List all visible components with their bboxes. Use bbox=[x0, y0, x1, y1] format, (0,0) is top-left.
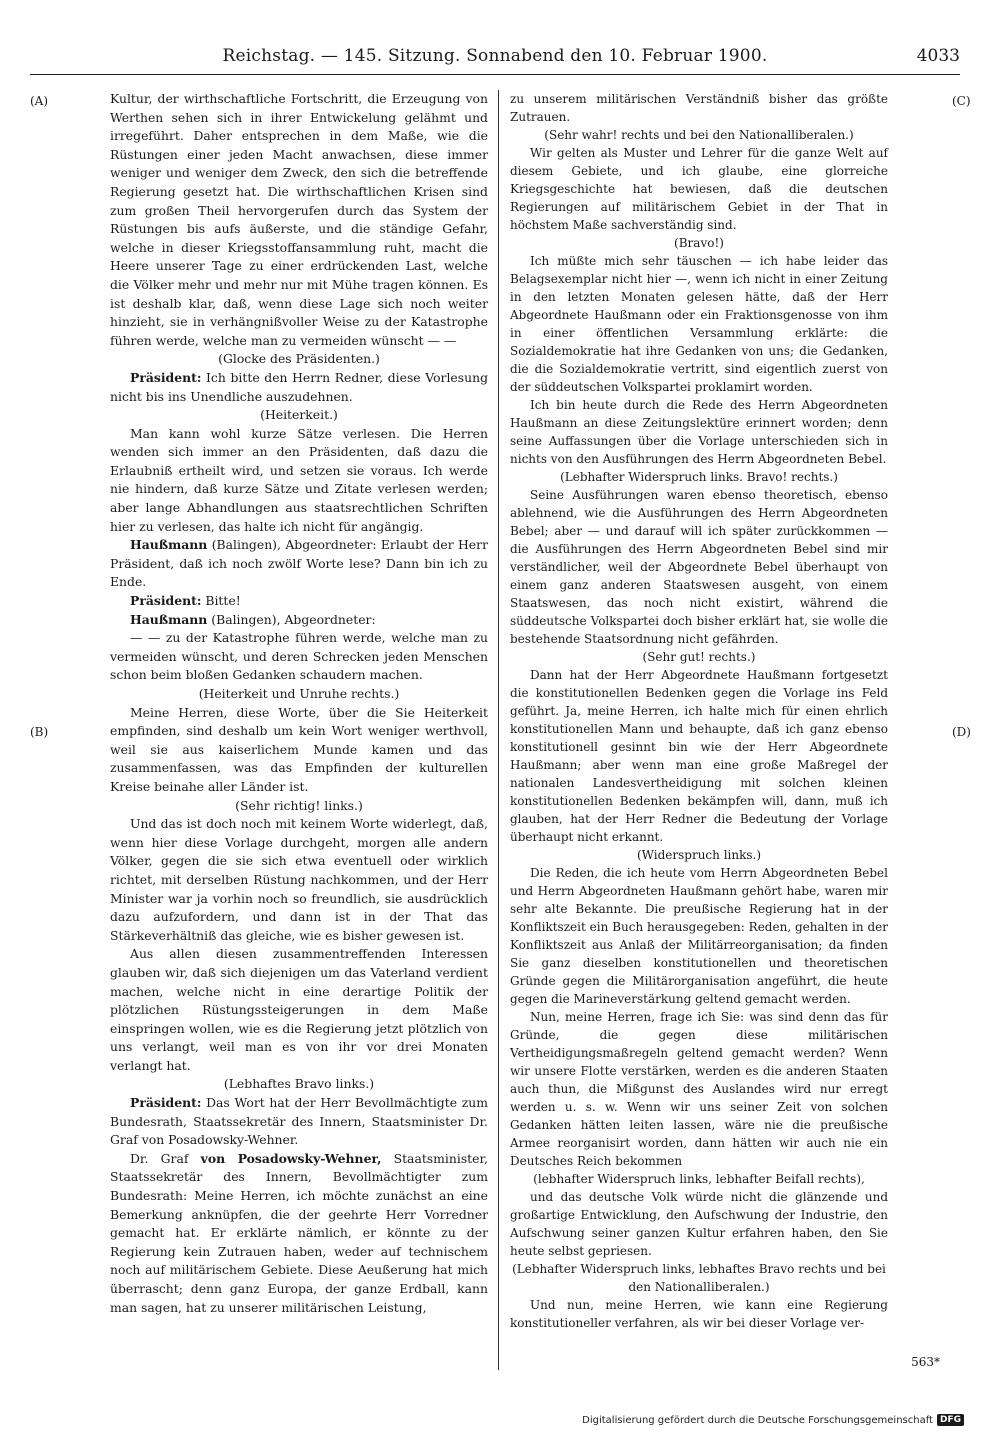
speaker-name: Präsident: bbox=[130, 593, 202, 609]
paragraph-text: (Lebhafter Widerspruch links. Bravo! rechts.) bbox=[560, 470, 838, 484]
paragraph bbox=[110, 536, 488, 592]
paragraph bbox=[510, 1296, 888, 1332]
paragraph-text: Bitte! bbox=[201, 593, 241, 609]
paragraph bbox=[110, 1150, 488, 1317]
paragraph-text: (Lebhaftes Bravo links.) bbox=[223, 1076, 375, 1092]
paragraph-text: (Heiterkeit.) bbox=[260, 407, 338, 423]
paragraph-text: Die Reden, die ich heute vom Herrn Abgeordneten Bebel und Herrn Abgeordneten Haußmann gehört habe, waren mir sehr alte Bekannte. Die preußische Regierung hat in der Konfliktszeit ein Buch herausgegeben: Reden, gehalten in der Konfliktszeit aus Anlaß der Militärreorganisation; da finden Sie ganz dieselben konstitutionellen und theoretischen Gründe gegen die Militärorganisation angeführt, die heute gegen die Marineverstärkung geltend gemacht werden. bbox=[510, 866, 888, 1006]
right-column bbox=[510, 90, 888, 1332]
dfg-logo: DFG bbox=[937, 1414, 964, 1426]
paragraph bbox=[110, 815, 488, 945]
margin-marker-a: (A) bbox=[30, 94, 49, 108]
paragraph bbox=[510, 1170, 888, 1188]
paragraph bbox=[110, 611, 488, 630]
speaker-name: Haußmann bbox=[130, 611, 208, 627]
paragraph-text: Aus allen diesen zusammentreffenden Interessen glauben wir, daß sich diejenigen um das Vaterland verdient machen, welche nicht in eine derartige Politik der plötzlichen Rüstungssteigerungen in dem Maße einspringen wollen, wie es die Regierung jetzt plötzlich von uns verlangt, weil man es von ihr vor drei Monaten verlangt hat. bbox=[110, 946, 488, 1073]
speaker-name: Präsident: bbox=[130, 369, 202, 385]
paragraph-text: (lebhafter Widerspruch links, lebhafter Beifall rechts), bbox=[533, 1172, 865, 1186]
paragraph bbox=[110, 1075, 488, 1094]
margin-marker-c: (C) bbox=[952, 94, 971, 108]
paragraph bbox=[110, 406, 488, 425]
paragraph-text: (Bravo!) bbox=[674, 236, 724, 250]
signature-mark: 563* bbox=[911, 1355, 940, 1369]
paragraph-text: Nun, meine Herren, frage ich Sie: was sind denn das für Gründe, die gegen diese militärischen Vertheidigungsmaßregeln geltend gemacht werden? Wenn wir unsere Flotte verstärken, werden es die anderen Staaten auch thun, die Mißgunst des Auslandes wird nur erregt werden u. s. w. Wenn wir uns seiner Zeit von solchen Gedanken hätten leiten lassen, wäre nie die preußische Armee reorganisirt worden, dann hätten wir auch nie ein Deutsches Reich bekommen bbox=[510, 1010, 888, 1168]
credit-text: Digitalisierung gefördert durch die Deutsche Forschungsgemeinschaft bbox=[582, 1414, 933, 1426]
paragraph-text: Meine Herren, diese Worte, über die Sie Heiterkeit empfinden, sind deshalb um kein Wort weniger werthvoll, weil sie aus kaiserlichem Munde kamen und das zusammenfassen, was das Empfinden der kulturellen Kreise beinahe aller Länder ist. bbox=[110, 704, 488, 794]
paragraph bbox=[510, 1260, 888, 1296]
paragraph bbox=[510, 396, 888, 468]
paragraph bbox=[110, 704, 488, 797]
paragraph bbox=[110, 425, 488, 537]
paragraph-text: (Balingen), Abgeordneter: Erlaubt der Herr Präsident, daß ich noch zwölf Worte lese? Dann bin ich zu Ende. bbox=[110, 537, 488, 590]
paragraph-text: (Balingen), Abgeordneter: bbox=[207, 611, 376, 627]
paragraph bbox=[110, 369, 488, 406]
paragraph bbox=[110, 945, 488, 1075]
paragraph bbox=[510, 468, 888, 486]
paragraph bbox=[510, 252, 888, 396]
paragraph-text: Ich bitte den Herrn Redner, diese Vorlesung nicht bis ins Unendliche auszudehnen. bbox=[110, 369, 488, 404]
paragraph-text: Und nun, meine Herren, wie kann eine Regierung konstitutioneller verfahren, als wir bei dieser Vorlage ver- bbox=[510, 1298, 888, 1330]
paragraph-text: (Lebhafter Widerspruch links, lebhaftes Bravo rechts und bei den Nationalliberalen.) bbox=[512, 1262, 886, 1294]
paragraph bbox=[510, 144, 888, 234]
paragraph bbox=[510, 486, 888, 648]
paragraph bbox=[110, 629, 488, 685]
paragraph-text: (Sehr gut! rechts.) bbox=[642, 650, 756, 664]
page-number: 4033 bbox=[916, 46, 960, 66]
paragraph-text: (Sehr wahr! rechts und bei den Nationalliberalen.) bbox=[544, 128, 854, 142]
paragraph-text: Ich müßte mich sehr täuschen — ich habe leider das Belagsexemplar nicht hier —, wenn ich nicht in einer Zeitung in den letzten Monaten gelesen hätte, daß der Herr Abgeordnete Haußmann oder ein Fraktionsgenosse von ihm in einer öffentlichen Versammlung erklärte: die Sozialdemokratie hat ihre Gedanken von uns; die Gedanken, die die Sozialdemokratie vertritt, sind eigentlich zuerst von der süddeutschen Volkspartei proklamirt worden. bbox=[510, 254, 888, 394]
paragraph-text: Und das ist doch noch mit keinem Worte widerlegt, daß, wenn hier diese Vorlage durchgeht, morgen alle andern Völker, gegen die sie sich etwa eventuell oder wirklich richtet, mit derselben Rüstung nachkommen, und der Herr Minister war ja vorhin noch so freundlich, sie ausdrücklich dazu aufzufordern, und dann ist in der That das Stärkeverhältniß das gleiche, wie es bisher gewesen ist. bbox=[110, 816, 488, 943]
paragraph bbox=[110, 90, 488, 350]
paragraph bbox=[510, 126, 888, 144]
digitization-credit bbox=[582, 1414, 964, 1426]
paragraph bbox=[510, 648, 888, 666]
speaker-name: Haußmann bbox=[130, 537, 208, 553]
paragraph bbox=[110, 350, 488, 369]
paragraph bbox=[110, 592, 488, 611]
left-column bbox=[110, 90, 488, 1317]
paragraph bbox=[510, 666, 888, 846]
paragraph bbox=[110, 685, 488, 704]
paragraph-text: (Sehr richtig! links.) bbox=[235, 797, 363, 813]
margin-marker-b: (B) bbox=[30, 725, 49, 739]
paragraph bbox=[510, 1188, 888, 1260]
paragraph-text: — — zu der Katastrophe führen werde, welche man zu vermeiden wünscht, und deren Schrecken jeden Menschen schon beim bloßen Gedanken schaudern machen. bbox=[110, 630, 488, 683]
paragraph-text: Staatsminister, Staatssekretär des Innern, Bevollmächtigter zum Bundesrath: Meine Herren, ich möchte zunächst an eine Bemerkung anknüpfen, die der geehrte Herr Vorredner gemacht hat. Er erklärte nämlich, er könnte zu der Regierung kein Zutrauen haben, weder auf technischem noch auf militärischem Gebiete. Diese Aeußerung hat mich überrascht; denn ganz Europa, der ganze Erdball, kann man sagen, hat zu unserer militärischen Leistung, bbox=[110, 1150, 488, 1315]
paragraph-text: Dann hat der Herr Abgeordnete Haußmann fortgesetzt die konstitutionellen Bedenken gegen die Vorlage ins Feld geführt. Ja, meine Herren, ich halte mich für einen ehrlich konstitutionellen Mann und behaupte, daß ich ganz ebenso konstitutionell gesinnt bin wie der Herr Abgeordnete Haußmann; aber wenn man eine große Maßregel der nationalen Landesvertheidigung mit solchen kleinen konstitutionellen Bedenken bekämpfen will, dann, muß ich glauben, hat der Herr Redner die Bedeutung der Vorlage überhaupt nicht erkannt. bbox=[510, 668, 888, 844]
paragraph bbox=[510, 234, 888, 252]
paragraph-text: (Widerspruch links.) bbox=[636, 848, 762, 862]
paragraph bbox=[110, 1094, 488, 1150]
paragraph-text: Kultur, der wirthschaftliche Fortschritt, die Erzeugung von Werthen sehen sich in ihrer Entwickelung gelähmt und irregeführt. Daher entsprechen in dem Maße, wie die Rüstungen einer jeden Macht anwachsen, diese immer weniger und weniger dem Zweck, den sich die betreffende Regierung gesetzt hat. Die wirthschaftlichen Krisen sind zum großen Theil hervorgerufen durch das System der Rüstungen bis aufs äußerste, und die ständige Gefahr, welche in dieser Kriegsstoffansammlung ruht, macht die Heere unserer Tage zu einer erdrückenden Last, welche die Völker mehr und mehr nur mit Mühe tragen können. Es ist deshalb klar, daß, wenn diese Lage sich noch weiter hinzieht, sie in verhängnißvoller Weise zu der Katastrophe führen werde, welche man zu vermeiden wünscht — — bbox=[110, 91, 488, 348]
paragraph-text: Das Wort hat der Herr Bevollmächtigte zum Bundesrath, Staatssekretär des Innern, Staatsminister Dr. Graf von Posadowsky-Wehner. bbox=[110, 1095, 488, 1148]
paragraph-text: und das deutsche Volk würde nicht die glänzende und großartige Entwicklung, den Aufschwung der Industrie, den Aufschwung seiner ganzen Kultur erfahren haben, den Sie heute selbst gepriesen. bbox=[510, 1190, 888, 1258]
paragraph-text: Wir gelten als Muster und Lehrer für die ganze Welt auf diesem Gebiete, und ich glaube, eine glorreiche Kriegsgeschichte hat bewiesen, daß die deutschen Regierungen auf militärischem Gebiet in der That in höchstem Maße sachverständig sind. bbox=[510, 146, 888, 232]
paragraph-text: zu unserem militärischen Verständniß bisher das größte Zutrauen. bbox=[510, 92, 888, 124]
header-title: Reichstag. — 145. Sitzung. Sonnabend den 10. Februar 1900. bbox=[222, 46, 768, 66]
paragraph bbox=[110, 797, 488, 816]
paragraph-text: Man kann wohl kurze Sätze verlesen. Die Herren wenden sich immer an den Präsidenten, daß dazu die Erlaubniß ertheilt wird, und setzen sie voraus. Ich werde nie hindern, daß kurze Sätze und Zitate verlesen werden; aber lange Abhandlungen aus staatsrechtlichen Schriften hier zu verlesen, das halte ich nicht für angängig. bbox=[110, 425, 488, 534]
speaker-name: von Posadowsky-Wehner, bbox=[200, 1150, 382, 1166]
page-header bbox=[30, 44, 960, 75]
paragraph bbox=[510, 90, 888, 126]
speaker-prefix: Dr. Graf bbox=[130, 1150, 201, 1166]
speaker-name: Präsident: bbox=[130, 1095, 202, 1111]
column-divider bbox=[498, 90, 499, 1370]
paragraph bbox=[510, 846, 888, 864]
paragraph-text: Ich bin heute durch die Rede des Herrn Abgeordneten Haußmann an diese Zeitungslektüre erinnert worden; denn seine Auffassungen über die Vorlage unterschieden sich in nichts von den Ausführungen des Herrn Abgeordneten Bebel. bbox=[510, 398, 888, 466]
margin-marker-d: (D) bbox=[952, 725, 971, 739]
paragraph-text: Seine Ausführungen waren ebenso theoretisch, ebenso ablehnend, wie die Ausführungen des Herrn Abgeordneten Bebel; aber — und darauf will ich später zurückkommen — die Ausführungen des Herrn Abgeordneten Bebel sind mir verständlicher, weil der Abgeordnete Bebel überhaupt von einem ganz anderen Staatswesen ausgeht, von einem Staatswesen, das noch nicht existirt, während die süddeutsche Volkspartei doch bisher erklärt hat, sie wolle die bestehende Staatsordnung nicht gefährden. bbox=[510, 488, 888, 646]
paragraph-text: (Glocke des Präsidenten.) bbox=[218, 351, 380, 367]
paragraph-text: (Heiterkeit und Unruhe rechts.) bbox=[198, 686, 400, 701]
paragraph bbox=[510, 1008, 888, 1170]
paragraph bbox=[510, 864, 888, 1008]
